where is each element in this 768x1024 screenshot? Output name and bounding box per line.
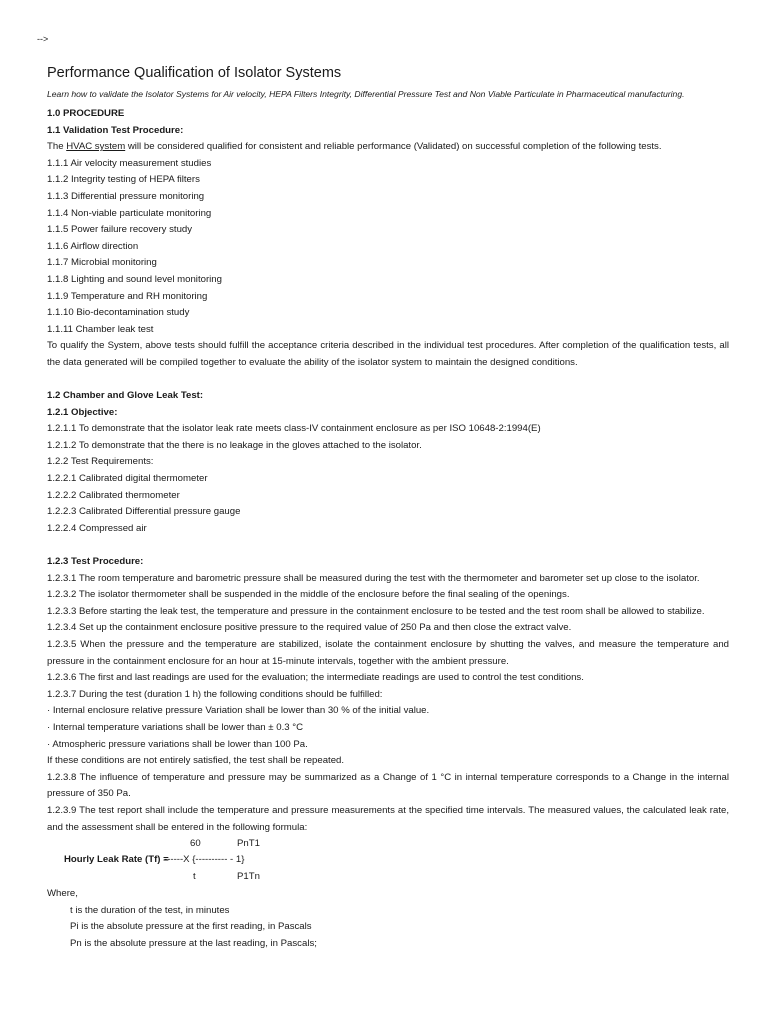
procedure-step: 1.2.3.7 During the test (duration 1 h) the following conditions should be fulfilled: [47, 688, 383, 700]
list-item: 1.1.8 Lighting and sound level monitoring [47, 273, 222, 285]
condition-item: · Atmospheric pressure variations shall be lower than 100 Pa. [47, 738, 308, 750]
validation-test-list [47, 156, 729, 339]
procedure-step: 1.2.3.6 The first and last readings are used for the evaluation; the intermediate readings are used to control the test conditions. [47, 672, 584, 684]
where-item: Pn is the absolute pressure at the last reading, in Pascals; [70, 937, 317, 949]
formula-denominator-constant: t [193, 871, 196, 883]
spacer [47, 537, 729, 554]
formula-denominator-variable: P1Tn [237, 871, 260, 883]
list-item: 1.1.2 Integrity testing of HEPA filters [47, 174, 200, 186]
page-title: Performance Qualification of Isolator Systems [47, 65, 342, 81]
leak-rate-formula [47, 836, 729, 886]
where-item: Pi is the absolute pressure at the first reading, in Pascals [70, 921, 312, 933]
condition-item: · Internal temperature variations shall be lower than ± 0.3 °C [47, 721, 304, 733]
list-item: 1.2.2.1 Calibrated digital thermometer [47, 473, 208, 485]
list-item: 1.2.2.3 Calibrated Differential pressure gauge [47, 506, 241, 518]
stray-comment-text: --> [37, 34, 49, 44]
list-item: 1.2.1.2 To demonstrate that the there is no leakage in the gloves attached to the isolator. [47, 439, 422, 451]
validation-intro-pre: The [47, 141, 67, 153]
section-procedure-heading: 1.0 PROCEDURE [47, 108, 125, 119]
list-item: 1.2.2.4 Compressed air [47, 522, 147, 534]
procedure-step: 1.2.3.4 Set up the containment enclosure positive pressure to the required value of 250 Pa and then close the extract valve. [47, 622, 572, 634]
list-item: 1.1.9 Temperature and RH monitoring [47, 290, 208, 302]
procedure-step: 1.2.3.8 The influence of temperature and pressure may be summarized as a Change of 1 °C in internal temperature corresponds to a Change in the internal pressure of 350 Pa. [47, 771, 729, 800]
repeat-note: If these conditions are not entirely satisfied, the test shall be repeated. [47, 755, 345, 767]
list-item: 1.2.2.2 Calibrated thermometer [47, 489, 180, 501]
formula-label: Hourly Leak Rate (Tf) = [64, 854, 169, 866]
formula-numerator-constant: 60 [190, 838, 201, 850]
list-item: 1.1.6 Airflow direction [47, 240, 139, 252]
document-body [47, 62, 729, 953]
leak-test-heading: 1.2 Chamber and Glove Leak Test: [47, 390, 204, 402]
procedure-heading: 1.2.3 Test Procedure: [47, 556, 144, 568]
validation-closing: To qualify the System, above tests should fulfill the acceptance criteria described in the individual test procedures. After completion of the qualification tests, all the data generated will be compiled together to evaluate the ability of the isolator system to maintain the designed conditions. [47, 340, 729, 368]
where-item: t is the duration of the test, in minutes [70, 904, 230, 916]
list-item: 1.1.4 Non-viable particulate monitoring [47, 207, 212, 219]
condition-item: · Internal enclosure relative pressure Variation shall be lower than 30 % of the initial value. [47, 705, 430, 717]
procedure-step: 1.2.3.2 The isolator thermometer shall be suspended in the middle of the enclosure before the final sealing of the openings. [47, 589, 570, 601]
procedure-step: 1.2.3.5 When the pressure and the temperature are stabilized, isolate the containment enclosure by shutting the valves, and measure the temperature and pressure in the containment enclosure for an hour at 15-minute intervals, together with the ambient pressure. [47, 639, 729, 667]
requirements-heading: 1.2.2 Test Requirements: [47, 456, 154, 468]
formula-body: ------X {---------- - 1} [164, 854, 245, 866]
procedure-step: 1.2.3.3 Before starting the leak test, the temperature and pressure in the containment enclosure to be tested and the test room shall be allowed to stabilize. [47, 605, 705, 617]
procedure-step: 1.2.3.1 The room temperature and barometric pressure shall be measured during the test with the thermometer and barometer set up close to the isolator. [47, 572, 700, 584]
list-item: 1.1.10 Bio-decontamination study [47, 307, 190, 319]
where-label: Where, [47, 888, 78, 900]
validation-heading: 1.1 Validation Test Procedure: [47, 124, 184, 136]
validation-intro [47, 139, 729, 156]
spacer [47, 372, 729, 389]
page-subtitle: Learn how to validate the Isolator Systems for Air velocity, HEPA Filters Integrity, Differential Pressure Test and Non Viable Particulate in Pharmaceutical manufacturing. [47, 89, 685, 99]
formula-numerator-variable: PnT1 [237, 838, 260, 850]
list-item: 1.1.3 Differential pressure monitoring [47, 190, 205, 202]
list-item: 1.1.7 Microbial monitoring [47, 257, 157, 269]
list-item: 1.1.11 Chamber leak test [47, 323, 154, 335]
objective-heading: 1.2.1 Objective: [47, 406, 118, 418]
list-item: 1.2.1.1 To demonstrate that the isolator leak rate meets class-IV containment enclosure as per ISO 10648-2:1994(E) [47, 423, 541, 435]
list-item: 1.1.5 Power failure recovery study [47, 224, 193, 236]
list-item: 1.1.1 Air velocity measurement studies [47, 157, 212, 169]
procedure-step: 1.2.3.9 The test report shall include the temperature and pressure measurements at the specified time intervals. The measured values, the calculated leak rate, and the assessment shall be entered in the following formula: [47, 804, 729, 833]
validation-intro-post: will be considered qualified for consistent and reliable performance (Validated) on successful completion of the following tests. [125, 141, 662, 153]
hvac-system-link[interactable]: HVAC system [66, 141, 126, 153]
